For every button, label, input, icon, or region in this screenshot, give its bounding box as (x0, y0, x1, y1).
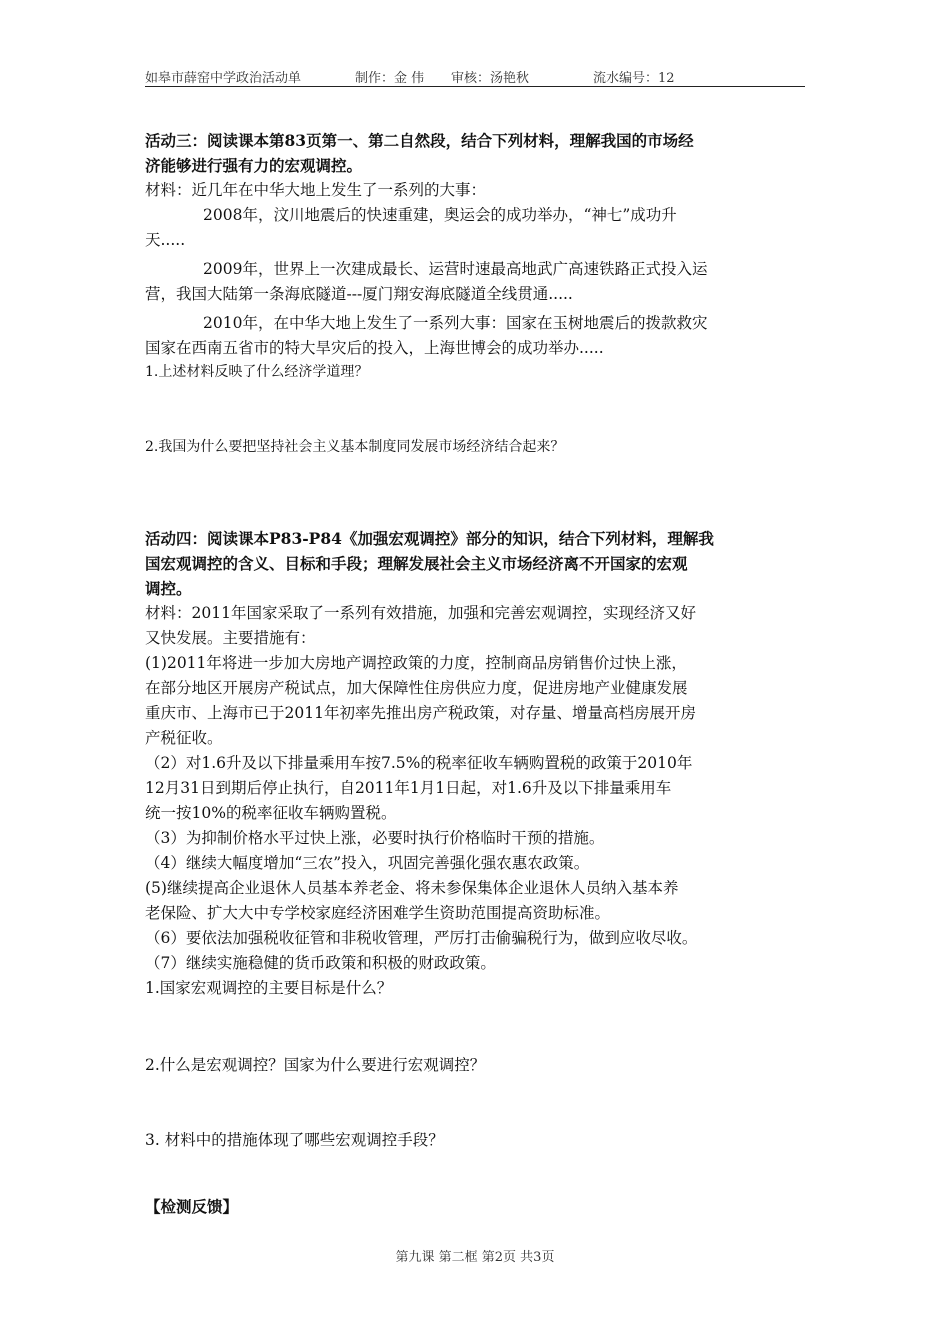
activity4-title: 活动四：阅读课本P83-P84《加强宏观调控》部分的知识，结合下列材料，理解我 (145, 529, 714, 548)
material-line: 产税征收。 (145, 729, 223, 747)
activity3-title: 活动三：阅读课本第83页第一、第二自然段，结合下列材料，理解我国的市场经 (145, 131, 694, 150)
activity4-question-3: 3. 材料中的措施体现了哪些宏观调控手段？ (145, 1131, 444, 1149)
activity3-question-2: 2.我国为什么要把坚持社会主义基本制度同发展市场经济结合起来？ (145, 439, 565, 455)
activity4-title-cont: 国宏观调控的含义、目标和手段；理解发展社会主义市场经济离不开国家的宏观 (145, 554, 688, 573)
material-2008: 2008年，汶川地震后的快速重建，奥运会的成功举办，“神七”成功升 (203, 206, 677, 224)
material-line: 又快发展。主要措施有： (145, 629, 316, 647)
activity3-section (145, 128, 807, 458)
material-2009: 2009年，世界上一次建成最长、运营时速最高地武广高速铁路正式投入运 (203, 260, 708, 278)
material-line: （7）继续实施稳健的货币政策和积极的财政政策。 (145, 954, 496, 972)
page-footer: 第九课 第二框 第2页 共3页 (395, 1250, 555, 1265)
material-line: （4）继续大幅度增加“三农”投入，巩固完善强化强农惠农政策。 (145, 854, 590, 872)
material-2008-cont: 天..... (145, 231, 186, 249)
header-serial: 流水编号：12 (593, 71, 675, 86)
activity3-question-1: 1.上述材料反映了什么经济学道理？ (145, 364, 369, 380)
material-line: (5)继续提高企业退休人员基本养老金、将未参保集体企业退休人员纳入基本养 (145, 879, 679, 897)
activity4-question-1: 1.国家宏观调控的主要目标是什么？ (145, 979, 393, 997)
material-line: 在部分地区开展房产税试点，加大保障性住房供应力度，促进房地产业健康发展 (145, 679, 688, 697)
feedback-section (145, 1194, 807, 1219)
feedback-title: 【检测反馈】 (145, 1197, 239, 1216)
material-line: （6）要依法加强税收征管和非税收管理，严厉打击偷骗税行为，做到应收尽收。 (145, 929, 698, 947)
material-2010: 2010年，在中华大地上发生了一系列大事：国家在玉树地震后的拨款救灾 (203, 314, 708, 332)
material-intro: 材料：近几年在中华大地上发生了一系列的大事： (145, 181, 487, 199)
page-header (145, 64, 805, 87)
material-line: （2）对1.6升及以下排量乘用车按7.5%的税率征收车辆购置税的政策于2010年 (145, 754, 693, 772)
material-line: (1)2011年将进一步加大房地产调控政策的力度，控制商品房销售价过快上涨， (145, 654, 687, 672)
material-line: 材料：2011年国家采取了一系列有效措施，加强和完善宏观调控，实现经济又好 (145, 604, 696, 622)
material-line: 12月31日到期后停止执行，自2011年1月1日起，对1.6升及以下排量乘用车 (145, 779, 672, 797)
header-author: 制作：金 伟 (355, 71, 425, 86)
material-line: 重庆市、上海市已于2011年初率先推出房产税政策，对存量、增量高档房展开房 (145, 704, 696, 722)
material-line: 老保险、扩大大中专学校家庭经济困难学生资助范围提高资助标准。 (145, 904, 611, 922)
material-2009-cont: 营，我国大陆第一条海底隧道---厦门翔安海底隧道全线贯通..... (145, 285, 573, 303)
activity4-title-end: 调控。 (145, 579, 192, 598)
material-line: 统一按10%的税率征收车辆购置税。 (145, 804, 397, 822)
activity4-section (145, 526, 807, 1153)
material-2010-cont: 国家在西南五省市的特大旱灾后的投入，上海世博会的成功举办..... (145, 339, 604, 357)
activity3-title-cont: 济能够进行强有力的宏观调控。 (145, 156, 363, 175)
header-school: 如皋市薛窑中学政治活动单 (145, 71, 302, 86)
header-reviewer: 审核：汤艳秋 (451, 71, 530, 86)
activity4-question-2: 2.什么是宏观调控？国家为什么要进行宏观调控？ (145, 1056, 486, 1074)
material-line: （3）为抑制价格水平过快上涨，必要时执行价格临时干预的措施。 (145, 829, 605, 847)
